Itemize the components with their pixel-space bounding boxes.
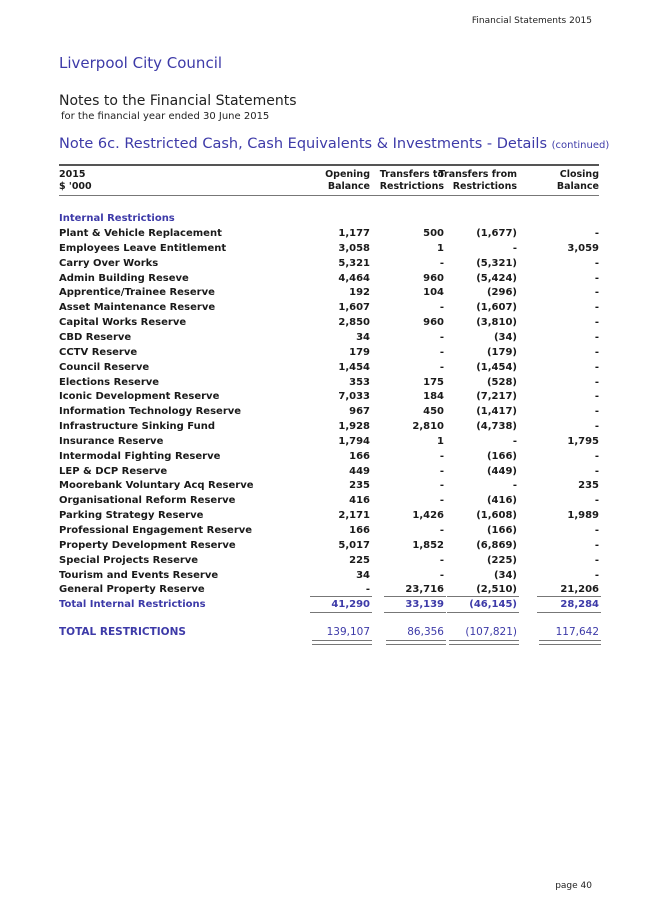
cell-transfers-to: -: [439, 525, 444, 536]
cell-closing: -: [594, 361, 599, 373]
cell-opening: 967: [349, 406, 370, 418]
cell-opening: 1,454: [338, 361, 370, 373]
total-internal-closing: 28,284: [560, 599, 599, 611]
table-row: [59, 478, 599, 493]
double-rule-opening: [312, 640, 372, 645]
header-opening: [325, 169, 370, 193]
cell-transfers-from: -: [512, 435, 517, 447]
cell-label: Carry Over Works: [59, 257, 159, 269]
total-rule-transfers-from: [447, 612, 519, 613]
cell-opening: 166: [349, 450, 370, 462]
cell-label: Insurance Reserve: [59, 435, 164, 447]
cell-label: Infrastructure Sinking Fund: [59, 421, 215, 433]
cell-closing: -: [594, 495, 599, 507]
notes-subtitle: for the financial year ended 30 June 2015: [61, 111, 270, 122]
table-row: [59, 493, 599, 508]
section-title-row: [59, 211, 599, 226]
cell-transfers-from: (34): [493, 569, 517, 581]
cell-label: Property Development Reserve: [59, 539, 236, 551]
cell-transfers-to: -: [439, 495, 444, 507]
cell-opening: 1,177: [338, 228, 370, 239]
cell-opening: 353: [349, 376, 370, 388]
total-restrictions-opening: 139,107: [326, 626, 370, 639]
header-rule: [59, 195, 599, 196]
cell-closing: -: [594, 228, 599, 239]
cell-opening: 4,464: [338, 272, 370, 284]
table-header: [59, 169, 599, 195]
cell-transfers-to: -: [439, 331, 444, 343]
cell-opening: 2,171: [338, 510, 370, 522]
cell-closing: -: [594, 317, 599, 329]
notes-title: Notes to the Financial Statements: [59, 93, 297, 109]
header-year: 2015: [59, 169, 86, 180]
cell-transfers-to: -: [439, 346, 444, 358]
table-row: [59, 404, 599, 419]
cell-closing: -: [594, 302, 599, 314]
cell-label: Employees Leave Entitlement: [59, 242, 227, 254]
cell-transfers-to: 2,810: [412, 421, 444, 433]
cell-transfers-to: 104: [423, 287, 444, 299]
cell-label: Plant & Vehicle Replacement: [59, 228, 222, 239]
cell-closing: -: [594, 346, 599, 358]
cell-opening: 1,928: [338, 421, 370, 433]
cell-closing: -: [594, 331, 599, 343]
table-row: [59, 345, 599, 360]
table-row: [59, 449, 599, 464]
cell-label: Admin Building Reseve: [59, 272, 189, 284]
cell-transfers-to: -: [439, 480, 444, 492]
table-row: [59, 464, 599, 479]
cell-label: Intermodal Fighting Reserve: [59, 450, 221, 462]
cell-label: General Property Reserve: [59, 584, 205, 596]
table-row: [59, 419, 599, 434]
cell-transfers-to: 960: [423, 272, 444, 284]
note-heading-main: Note 6c. Restricted Cash, Cash Equivalents & Investments - Details: [59, 136, 548, 152]
cell-closing: -: [594, 406, 599, 418]
cell-transfers-from: -: [512, 242, 517, 254]
cell-transfers-to: -: [439, 257, 444, 269]
header-transfers-to: [380, 169, 444, 193]
table-row: [59, 256, 599, 271]
table-row: [59, 434, 599, 449]
cell-closing: -: [594, 465, 599, 477]
cell-transfers-from: (179): [486, 346, 517, 358]
cell-transfers-from: -: [512, 480, 517, 492]
cell-transfers-from: (1,607): [476, 302, 517, 314]
cell-transfers-from: (1,677): [476, 228, 517, 239]
cell-label: Special Projects Reserve: [59, 554, 199, 566]
table-row: [59, 360, 599, 375]
cell-opening: 1,607: [338, 302, 370, 314]
cell-label: Capital Works Reserve: [59, 317, 187, 329]
note-heading: [59, 136, 609, 152]
table-top-rule: [59, 164, 599, 166]
table-row: [59, 330, 599, 345]
table-row: [59, 241, 599, 256]
cell-transfers-from: (5,424): [476, 272, 517, 284]
header-closing-line1: Closing: [559, 169, 599, 180]
cell-transfers-to: -: [439, 554, 444, 566]
cell-transfers-from: (416): [486, 495, 517, 507]
cell-transfers-from: (1,454): [476, 361, 517, 373]
subtotal-rule-transfers-to: [384, 596, 446, 597]
double-rule-closing: [539, 640, 601, 645]
cell-opening: 225: [349, 554, 370, 566]
total-internal-label: Total Internal Restrictions: [59, 599, 206, 611]
page-number: page 40: [555, 881, 592, 891]
cell-closing: -: [594, 287, 599, 299]
note-heading-continued: (continued): [551, 140, 610, 151]
table-row: [59, 568, 599, 583]
cell-label: Tourism and Events Reserve: [59, 569, 219, 581]
cell-opening: 235: [349, 480, 370, 492]
total-restrictions-row: [59, 625, 599, 640]
table-row: [59, 523, 599, 538]
total-rule-transfers-to: [384, 612, 446, 613]
subtotal-rule-closing: [537, 596, 601, 597]
header-closing: [557, 169, 599, 193]
cell-opening: 1,794: [338, 435, 370, 447]
cell-opening: 179: [349, 346, 370, 358]
cell-closing: -: [594, 376, 599, 388]
cell-closing: -: [594, 421, 599, 433]
total-internal-transfers-from: (46,145): [469, 599, 517, 611]
cell-closing: -: [594, 539, 599, 551]
cell-opening: 449: [349, 465, 370, 477]
cell-label: Apprentice/Trainee Reserve: [59, 287, 215, 299]
total-restrictions-label: TOTAL RESTRICTIONS: [59, 626, 186, 639]
cell-label: Organisational Reform Reserve: [59, 495, 236, 507]
table-row: [59, 582, 599, 597]
header-transfers-from: [439, 169, 517, 193]
section-title: Internal Restrictions: [59, 213, 175, 224]
table-row: [59, 315, 599, 330]
council-name: Liverpool City Council: [59, 54, 223, 72]
cell-closing: -: [594, 525, 599, 536]
cell-label: Parking Strategy Reserve: [59, 510, 204, 522]
running-header: Financial Statements 2015: [471, 16, 592, 26]
cell-closing: -: [594, 257, 599, 269]
cell-transfers-to: 1,426: [412, 510, 444, 522]
cell-transfers-to: 1: [437, 242, 444, 254]
cell-label: Moorebank Voluntary Acq Reserve: [59, 480, 254, 492]
cell-closing: -: [594, 569, 599, 581]
cell-transfers-to: -: [439, 465, 444, 477]
cell-closing: 21,206: [560, 584, 599, 596]
total-rule-opening: [310, 612, 372, 613]
cell-label: Elections Reserve: [59, 376, 160, 388]
cell-label: Professional Engagement Reserve: [59, 525, 253, 536]
table-row: [59, 553, 599, 568]
table-row: [59, 375, 599, 390]
cell-closing: 1,795: [567, 435, 599, 447]
total-restrictions-closing: 117,642: [555, 626, 599, 639]
cell-label: Iconic Development Reserve: [59, 391, 220, 403]
cell-transfers-from: (34): [493, 331, 517, 343]
cell-label: Information Technology Reserve: [59, 406, 242, 418]
cell-opening: 34: [356, 331, 370, 343]
cell-opening: 5,321: [338, 257, 370, 269]
subtotal-rule-transfers-from: [447, 596, 519, 597]
header-transfers-to-line2: Restrictions: [379, 181, 444, 192]
cell-transfers-from: (7,217): [476, 391, 517, 403]
cell-opening: 34: [356, 569, 370, 581]
cell-closing: -: [594, 272, 599, 284]
cell-label: Asset Maintenance Reserve: [59, 302, 216, 314]
cell-transfers-from: (296): [486, 287, 517, 299]
cell-label: LEP & DCP Reserve: [59, 465, 168, 477]
cell-opening: 192: [349, 287, 370, 299]
cell-transfers-to: -: [439, 450, 444, 462]
cell-transfers-to: 500: [423, 228, 444, 239]
cell-transfers-to: 450: [423, 406, 444, 418]
cell-transfers-from: (5,321): [476, 257, 517, 269]
cell-transfers-to: 1: [437, 435, 444, 447]
cell-transfers-to: 1,852: [412, 539, 444, 551]
cell-transfers-from: (449): [486, 465, 517, 477]
cell-opening: 166: [349, 525, 370, 536]
table-row: [59, 508, 599, 523]
cell-transfers-from: (166): [486, 525, 517, 536]
cell-transfers-from: (225): [486, 554, 517, 566]
cell-transfers-from: (528): [486, 376, 517, 388]
cell-opening: 3,058: [338, 242, 370, 254]
cell-transfers-from: (4,738): [476, 421, 517, 433]
cell-transfers-from: (3,810): [476, 317, 517, 329]
table-row: [59, 226, 599, 241]
cell-transfers-to: 184: [423, 391, 444, 403]
total-rule-closing: [537, 612, 601, 613]
cell-closing: 235: [578, 480, 599, 492]
cell-transfers-to: -: [439, 302, 444, 314]
table-row: [59, 300, 599, 315]
cell-label: CBD Reserve: [59, 331, 132, 343]
cell-opening: 2,850: [338, 317, 370, 329]
total-restrictions-transfers-from: (107,821): [465, 626, 517, 639]
double-rule-transfers-from: [449, 640, 519, 645]
header-year-unit: [59, 169, 309, 193]
cell-opening: 5,017: [338, 539, 370, 551]
cell-opening: 7,033: [338, 391, 370, 403]
cell-closing: 3,059: [567, 242, 599, 254]
total-internal-opening: 41,290: [331, 599, 370, 611]
cell-closing: -: [594, 554, 599, 566]
cell-closing: -: [594, 391, 599, 403]
table-row: [59, 271, 599, 286]
cell-transfers-to: 175: [423, 376, 444, 388]
cell-transfers-to: -: [439, 569, 444, 581]
table-row: [59, 538, 599, 553]
subtotal-rule-opening: [310, 596, 372, 597]
total-internal-row: [59, 597, 599, 612]
header-transfers-to-line1: Transfers to: [379, 169, 444, 180]
header-transfers-from-line1: Transfers from: [438, 169, 517, 180]
cell-closing: -: [594, 450, 599, 462]
cell-transfers-to: -: [439, 361, 444, 373]
cell-closing: 1,989: [567, 510, 599, 522]
cell-transfers-from: (2,510): [476, 584, 517, 596]
cell-transfers-to: 23,716: [405, 584, 444, 596]
total-restrictions-transfers-to: 86,356: [407, 626, 444, 639]
cell-label: CCTV Reserve: [59, 346, 138, 358]
cell-opening: -: [365, 584, 370, 596]
header-transfers-from-line2: Restrictions: [452, 181, 517, 192]
cell-label: Council Reserve: [59, 361, 150, 373]
header-opening-line2: Balance: [327, 181, 370, 192]
cell-transfers-to: 960: [423, 317, 444, 329]
double-rule-transfers-to: [386, 640, 446, 645]
cell-transfers-from: (166): [486, 450, 517, 462]
cell-transfers-from: (1,417): [476, 406, 517, 418]
cell-transfers-from: (1,608): [476, 510, 517, 522]
header-closing-line2: Balance: [556, 181, 599, 192]
header-opening-line1: Opening: [325, 169, 370, 180]
cell-transfers-from: (6,869): [476, 539, 517, 551]
table-row: [59, 389, 599, 404]
header-unit: $ '000: [59, 181, 92, 192]
table-row: [59, 285, 599, 300]
total-internal-transfers-to: 33,139: [405, 599, 444, 611]
cell-opening: 416: [349, 495, 370, 507]
